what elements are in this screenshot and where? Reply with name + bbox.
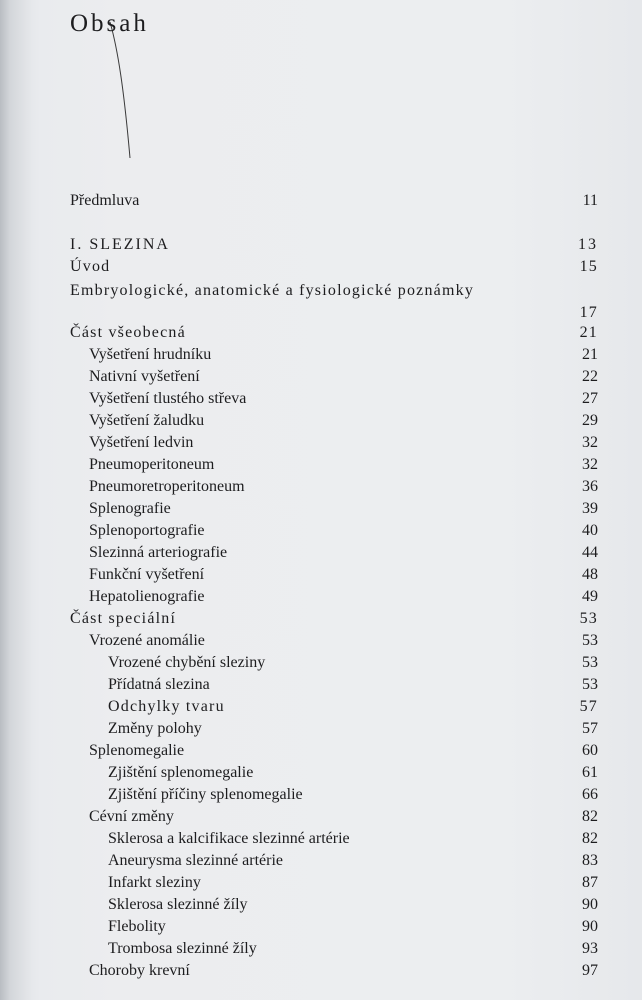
toc-page-number: 49 (582, 588, 598, 605)
toc-page-number: 53 (582, 632, 598, 649)
toc-entry-label: Trombosa slezinné žíly (108, 940, 257, 957)
toc-page-number: 29 (582, 412, 598, 429)
toc-page-number: 39 (582, 500, 598, 517)
toc-entry-label: Splenografie (89, 500, 171, 517)
toc-entry[interactable] (0, 872, 642, 894)
toc-entry-label: Část všeobecná (70, 324, 186, 341)
toc-entry-label: Pneumoperitoneum (89, 456, 215, 473)
toc-entry-label: Splenoportografie (89, 522, 205, 539)
toc-page-number: 82 (582, 830, 598, 847)
toc-page-number: 21 (579, 324, 598, 341)
toc-page-number: 40 (582, 522, 598, 539)
page-title: Obsah (70, 10, 149, 37)
toc-page-number: 13 (578, 236, 598, 253)
toc-entry[interactable] (0, 850, 642, 872)
toc-entry[interactable] (0, 740, 642, 762)
toc-page-number: 11 (582, 192, 598, 209)
toc-page-number: 97 (582, 962, 598, 979)
toc-page-number: 90 (582, 896, 598, 913)
toc-entry[interactable] (0, 674, 642, 696)
toc-page-number: 57 (579, 698, 598, 715)
toc-entry[interactable] (0, 564, 642, 586)
toc-entry-label: Vrozené anomálie (89, 632, 205, 649)
toc-entry[interactable] (0, 938, 642, 960)
toc-entry-label: Část speciální (70, 610, 177, 627)
toc-entry[interactable] (0, 630, 642, 652)
toc-page-number: 27 (582, 390, 598, 407)
toc-entry[interactable] (0, 894, 642, 916)
toc-entry[interactable] (0, 916, 642, 938)
toc-page-number: 15 (579, 258, 598, 275)
toc-entry[interactable] (0, 476, 642, 498)
toc-entry-label: Hepatolienografie (89, 588, 205, 605)
toc-page-number: 90 (582, 918, 598, 935)
toc-entry-label: Embryologické, anatomické a fysiologické poznámky (70, 282, 475, 299)
toc-entry-label: Aneurysma slezinné artérie (108, 852, 284, 869)
toc-entry-label: Sklerosa slezinné žíly (108, 896, 248, 913)
toc-page-number: 57 (582, 720, 598, 737)
toc-page-number: 44 (582, 544, 598, 561)
toc-page-number: 60 (582, 742, 598, 759)
toc-entry[interactable] (0, 960, 642, 982)
toc-entry-label: Infarkt sleziny (108, 874, 201, 891)
toc-entry-label: Slezinná arteriografie (89, 544, 228, 561)
toc-entry-label: Odchylky tvaru (108, 698, 225, 715)
toc-entry-label: Předmluva (70, 192, 140, 209)
toc-entry[interactable] (0, 784, 642, 806)
toc-entry-label: Úvod (70, 258, 111, 275)
toc-entry[interactable] (0, 410, 642, 432)
toc-entry[interactable] (0, 322, 642, 344)
toc-entry-label: Přídatná slezina (108, 676, 210, 693)
toc-entry[interactable] (0, 586, 642, 608)
toc-entry[interactable] (0, 432, 642, 454)
toc-entry[interactable] (0, 256, 642, 278)
toc-page-number: 17 (579, 304, 598, 321)
toc-entry-label: Vyšetření hrudníku (89, 346, 212, 363)
toc-page-number: 22 (582, 368, 598, 385)
toc-entry[interactable] (0, 366, 642, 388)
toc-page-number: 21 (582, 346, 598, 363)
toc-entry[interactable] (0, 190, 642, 212)
toc-entry[interactable] (0, 762, 642, 784)
toc-entry[interactable] (0, 280, 642, 324)
toc-entry-label: Změny polohy (108, 720, 202, 737)
toc-page-number: 82 (582, 808, 598, 825)
toc-entry-label: Funkční vyšetření (89, 566, 205, 583)
toc-page-number: 32 (582, 434, 598, 451)
toc-entry[interactable] (0, 454, 642, 476)
toc-entry-label: Zjištění příčiny splenomegalie (108, 786, 303, 803)
toc-entry[interactable] (0, 498, 642, 520)
toc-entry[interactable] (0, 344, 642, 366)
toc-page-number: 36 (582, 478, 598, 495)
toc-page-number: 87 (582, 874, 598, 891)
toc-entry-label: Sklerosa a kalcifikace slezinné artérie (108, 830, 350, 847)
toc-entry[interactable] (0, 718, 642, 740)
toc-entry-label: Pneumoretroperitoneum (89, 478, 245, 495)
toc-entry-label: Vyšetření tlustého střeva (89, 390, 247, 407)
toc-page-number: 83 (582, 852, 598, 869)
toc-entry[interactable] (0, 542, 642, 564)
toc-page-number: 53 (582, 654, 598, 671)
toc-page-number: 93 (582, 940, 598, 957)
toc-page-number: 53 (582, 676, 598, 693)
toc-entry-label: Vyšetření žaludku (89, 412, 205, 429)
toc-entry[interactable] (0, 520, 642, 542)
toc-entry-label: Vrozené chybění sleziny (108, 654, 266, 671)
toc-entry[interactable] (0, 696, 642, 718)
toc-entry-label: Splenomegalie (89, 742, 185, 759)
toc-entry[interactable] (0, 828, 642, 850)
toc-page-number: 32 (582, 456, 598, 473)
toc-entry[interactable] (0, 652, 642, 674)
toc-entry[interactable] (0, 806, 642, 828)
toc-entry-label: Cévní změny (89, 808, 174, 825)
toc-entry-label: Nativní vyšetření (89, 368, 200, 385)
toc-entry-label: Zjištění splenomegalie (108, 764, 254, 781)
toc-entry-label: I. SLEZINA (70, 236, 170, 253)
toc-page-number: 66 (582, 786, 598, 803)
toc-entry[interactable] (0, 388, 642, 410)
toc-page-number: 53 (579, 610, 598, 627)
toc-entry[interactable] (0, 608, 642, 630)
toc-entry-label: Choroby krevní (89, 962, 190, 979)
toc-page-number: 48 (582, 566, 598, 583)
toc-entry-label: Flebolity (108, 918, 166, 935)
toc-page-number: 61 (582, 764, 598, 781)
toc-entry[interactable] (0, 234, 642, 256)
toc-entry-label: Vyšetření ledvin (89, 434, 194, 451)
